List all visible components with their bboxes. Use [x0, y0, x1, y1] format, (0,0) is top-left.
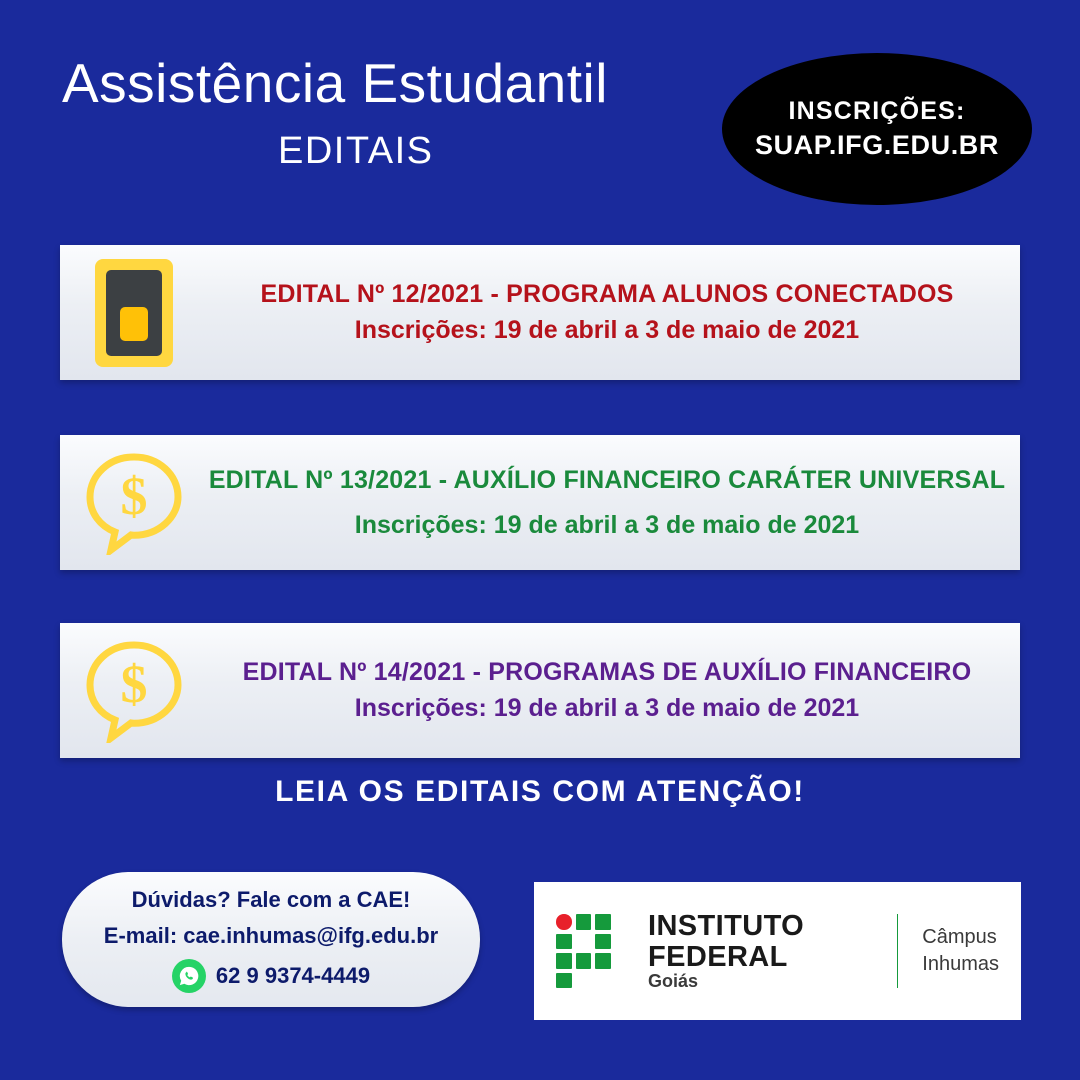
institution-logo: [534, 882, 1021, 1020]
ifg-logo-mark-icon: [556, 914, 630, 988]
edital-card-text: [208, 280, 1020, 345]
badge-url: SUAP.IFG.EDU.BR: [754, 130, 1000, 160]
edital-period: Inscrições: 19 de abril a 3 de maio de 2021: [354, 510, 860, 539]
edital-card-text: [208, 658, 1020, 723]
logo-institute: INSTITUTO FEDERAL: [648, 910, 805, 973]
edital-card-text: [208, 466, 1020, 540]
edital-title: EDITAL Nº 14/2021 - PROGRAMAS DE AUXÍLIO FINANCEIRO: [242, 658, 972, 686]
logo-wordmark: [648, 911, 873, 991]
logo-campus-name: Inhumas: [922, 953, 999, 975]
registration-badge: [722, 53, 1032, 205]
logo-campus: [922, 924, 999, 978]
svg-text:$: $: [120, 653, 148, 714]
contact-email[interactable]: E-mail: cae.inhumas@ifg.edu.br: [103, 922, 439, 948]
contact-panel: [62, 872, 480, 1007]
contact-phone: 62 9 9374-4449: [215, 962, 371, 988]
badge-label: INSCRIÇÕES:: [788, 97, 966, 125]
logo-divider: [897, 914, 898, 988]
money-balloon-icon: [60, 623, 208, 758]
page-title: Assistência Estudantil: [62, 52, 608, 114]
poster-header: [0, 38, 1080, 198]
edital-card[interactable]: [60, 245, 1020, 380]
logo-state: Goiás: [648, 970, 699, 991]
call-to-action: LEIA OS EDITAIS COM ATENÇÃO!: [275, 775, 805, 808]
money-balloon-icon: [60, 435, 208, 570]
page-subtitle: EDITAIS: [278, 130, 434, 172]
contact-heading: Dúvidas? Fale com a CAE!: [131, 886, 411, 912]
svg-text:$: $: [120, 465, 148, 526]
edital-title: EDITAL Nº 13/2021 - AUXÍLIO FINANCEIRO CARÁTER UNIVERSAL: [208, 465, 1006, 494]
sim-card-icon: [60, 245, 208, 380]
edital-card[interactable]: [60, 623, 1020, 758]
edital-title: EDITAL Nº 12/2021 - PROGRAMA ALUNOS CONECTADOS: [260, 280, 954, 308]
edital-card[interactable]: [60, 435, 1020, 570]
contact-phone-row[interactable]: [172, 959, 370, 993]
edital-period: Inscrições: 19 de abril a 3 de maio de 2021: [354, 316, 860, 344]
logo-campus-label: Câmpus: [922, 926, 997, 948]
edital-period: Inscrições: 19 de abril a 3 de maio de 2021: [354, 694, 860, 722]
whatsapp-icon: [172, 959, 206, 993]
